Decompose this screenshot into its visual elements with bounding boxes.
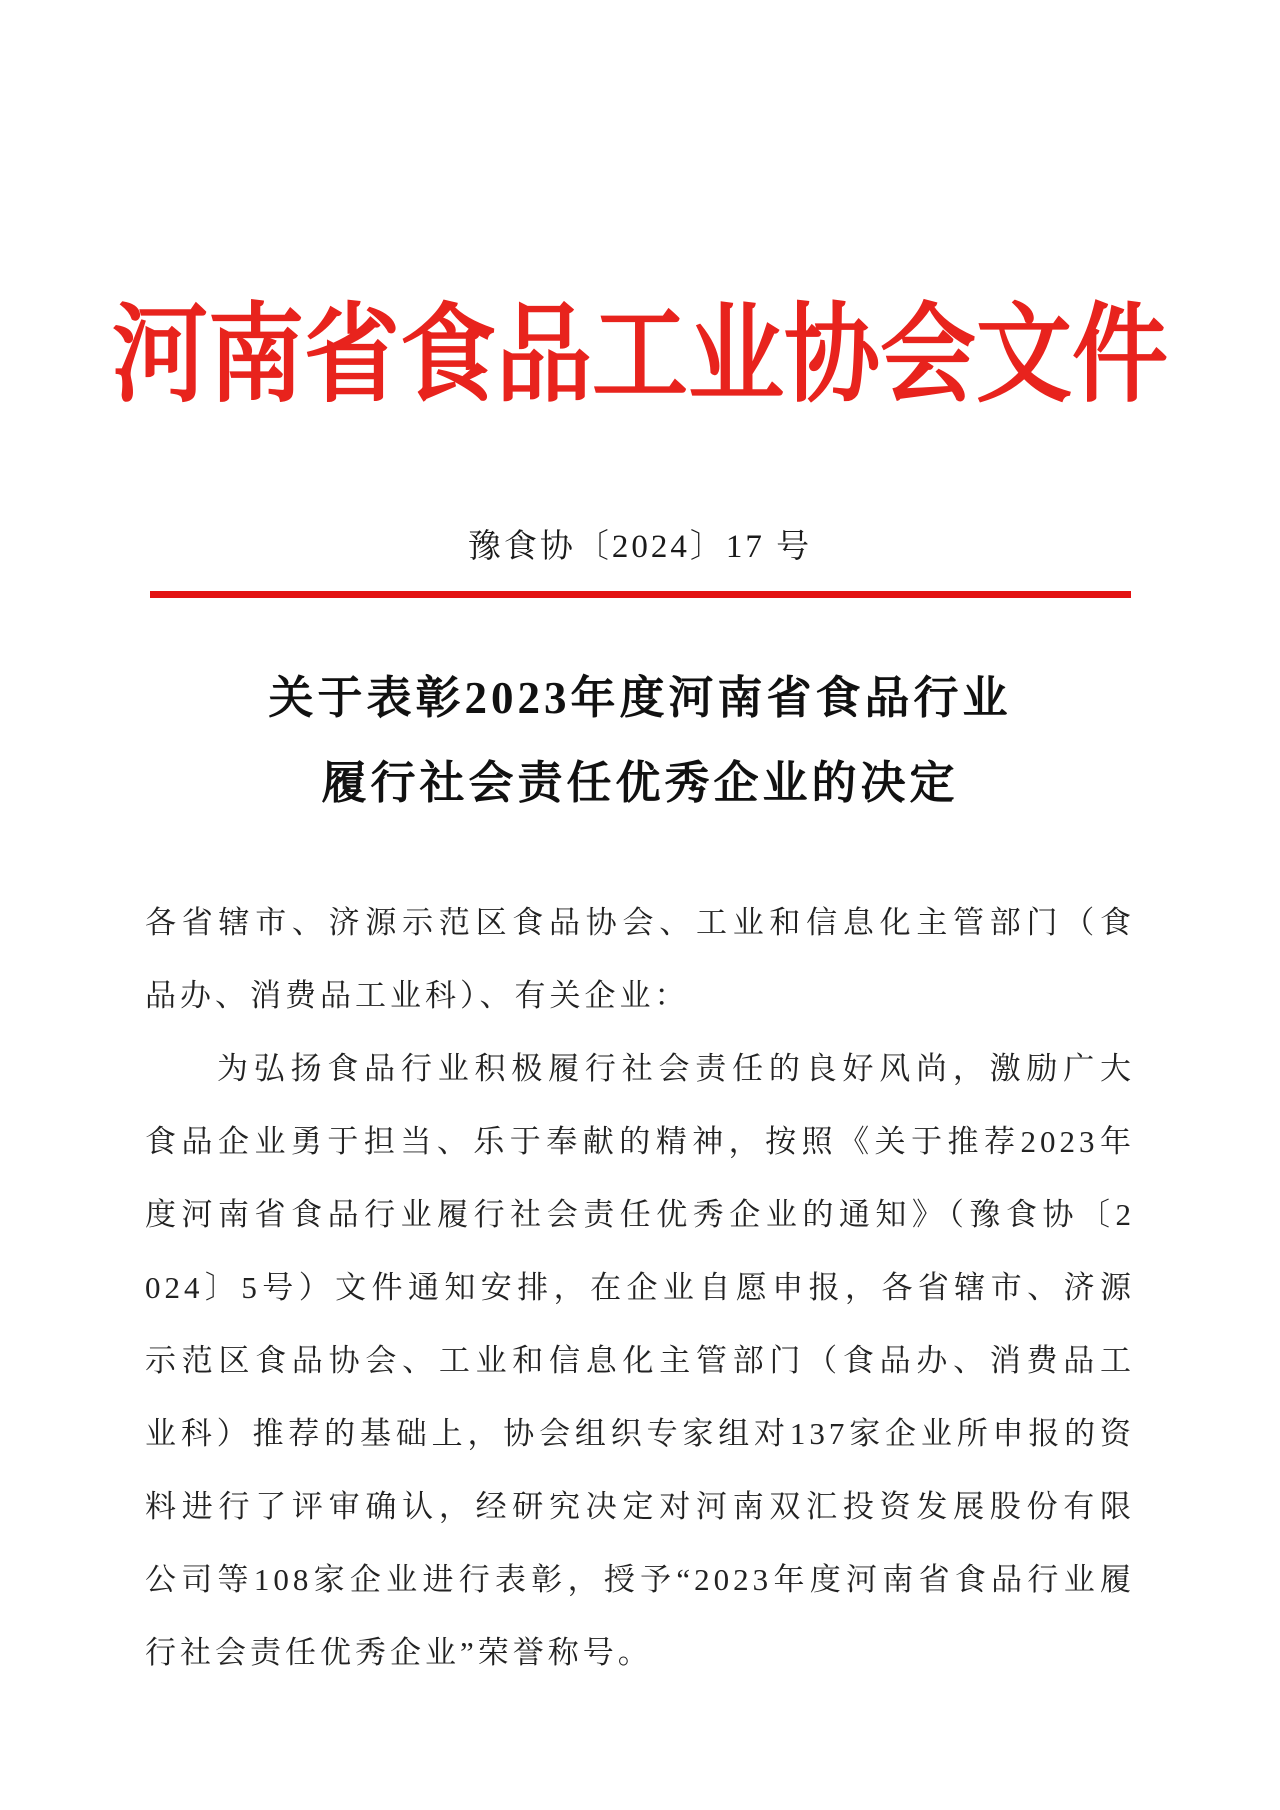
body-line: 度河南省食品行业履行社会责任优秀企业的通知》（豫食协〔2 <box>145 1197 1135 1232</box>
body-line: 料进行了评审确认，经研究决定对河南双汇投资发展股份有限 <box>145 1489 1135 1524</box>
body-line: 示范区食品协会、工业和信息化主管部门（食品办、消费品工 <box>145 1343 1135 1378</box>
body-line: 为弘扬食品行业积极履行社会责任的良好风尚，激励广大 <box>217 1051 1135 1086</box>
document-number: 豫食协〔2024〕17 号 <box>467 529 813 565</box>
masthead-title: 河南省食品工业协会文件 <box>112 295 1168 415</box>
document-title-line-1: 关于表彰2023年度河南省食品行业 <box>268 673 1012 723</box>
document-title-line-2: 履行社会责任优秀企业的决定 <box>321 758 959 808</box>
document-body <box>145 886 1135 1689</box>
document-title <box>0 656 1280 826</box>
body-line: 024〕5号）文件通知安排，在企业自愿申报，各省辖市、济源 <box>145 1270 1135 1305</box>
body-line: 公司等108家企业进行表彰，授予“2023年度河南省食品行业履 <box>145 1562 1135 1597</box>
body-line: 业科）推荐的基础上，协会组织专家组对137家企业所申报的资 <box>145 1416 1135 1451</box>
body-line: 食品企业勇于担当、乐于奉献的精神，按照《关于推荐2023年 <box>145 1124 1135 1159</box>
body-line: 各省辖市、济源示范区食品协会、工业和信息化主管部门（食 <box>145 905 1135 940</box>
body-line: 行社会责任优秀企业”荣誉称号。 <box>145 1635 653 1670</box>
body-line: 品办、消费品工业科）、有关企业： <box>145 978 690 1013</box>
red-divider-line <box>150 591 1131 598</box>
